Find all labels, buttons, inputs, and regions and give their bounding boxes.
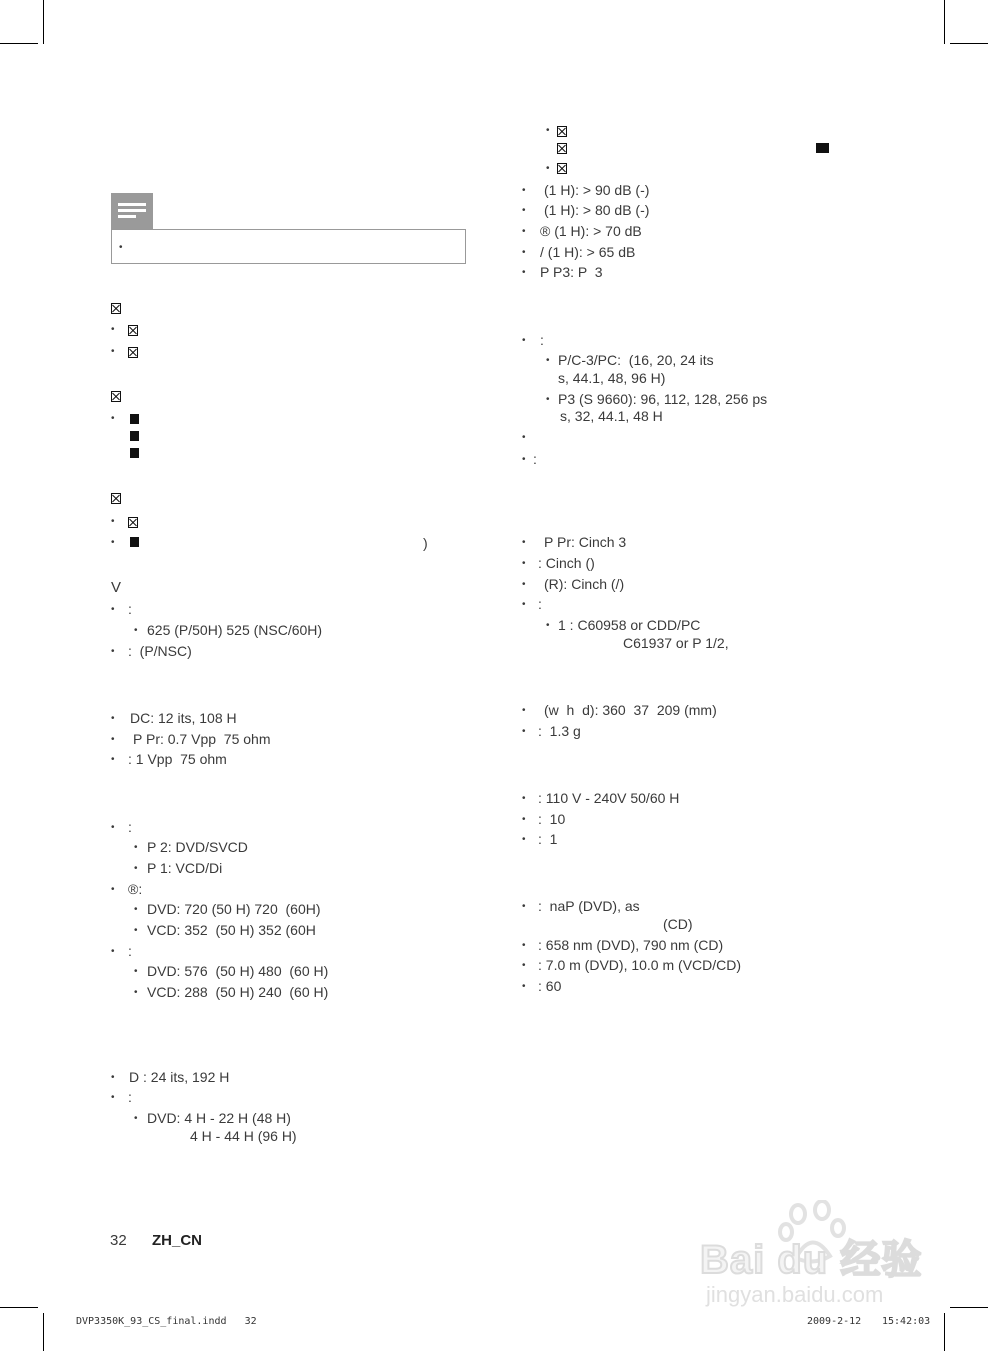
spec-line: P Pr: 0.7 Vpp 75 ohm: [133, 731, 271, 747]
missing-glyph: [128, 517, 138, 528]
spec-line: (1 H): > 90 dB (-): [544, 182, 650, 198]
missing-glyph: [557, 163, 567, 174]
crop-mark: [43, 0, 44, 44]
crop-mark: [950, 1307, 988, 1308]
spec-line: : 110 V - 240V 50/60 H: [538, 790, 680, 806]
spec-line: :: [128, 819, 132, 835]
spec-line: P P3: P 3: [540, 264, 603, 280]
spec-line: : (P/NSC): [128, 643, 192, 659]
spec-line: : Cinch (): [538, 555, 595, 571]
spec-line: 625 (P/50H) 525 (NSC/60H): [147, 622, 323, 638]
spec-line: P 1: VCD/Di: [147, 860, 223, 876]
spec-line: (w h d): 360 37 209 (mm): [544, 702, 717, 718]
spec-line: :: [533, 451, 537, 467]
missing-glyph-heading: [111, 493, 121, 504]
spec-line: :: [128, 1089, 132, 1105]
spec-line: : 1 Vpp 75 ohm: [128, 751, 227, 767]
note-icon: [111, 193, 153, 229]
spec-line: s, 44.1, 48, 96 H): [558, 370, 666, 386]
spec-line: s, 32, 44.1, 48 H: [560, 408, 663, 424]
spec-line: :: [538, 596, 542, 612]
spec-line: : 658 nm (DVD), 790 nm (CD): [538, 937, 724, 953]
spec-line: D : 24 its, 192 H: [129, 1069, 230, 1085]
crop-mark: [950, 43, 988, 44]
watermark-brand: Bai du 经验: [700, 1238, 923, 1282]
spec-line: 4 H - 44 H (96 H): [190, 1128, 297, 1144]
section-heading-v: V: [111, 579, 122, 596]
missing-glyph: [130, 414, 139, 424]
spec-line: VCD: 352 (50 H) 352 (60H: [147, 922, 316, 938]
spec-line: P/C-3/PC: (16, 20, 24 its: [558, 352, 714, 368]
missing-glyph: [130, 431, 139, 441]
spec-line: C61937 or P 1/2,: [623, 635, 729, 651]
slug-time: 15:42:03: [882, 1316, 931, 1327]
spec-line: DC: 12 its, 108 H: [130, 710, 237, 726]
spec-line: (CD): [663, 916, 693, 932]
spec-line: 1 : C60958 or CDD/PC: [558, 617, 701, 633]
watermark-url: jingyan.baidu.com: [706, 1282, 884, 1307]
spec-line: :: [540, 332, 544, 348]
slug-file: DVP3350K_93_CS_final.indd 32: [76, 1316, 257, 1327]
spec-line: P Pr: Cinch 3: [544, 534, 627, 550]
note-box: [111, 229, 466, 264]
missing-glyph: [128, 347, 138, 358]
missing-glyph: [557, 143, 567, 154]
spec-line: : 1.3 g: [538, 723, 581, 739]
slug-date: 2009-2-12: [807, 1316, 862, 1327]
spec-line: :: [128, 601, 132, 617]
spec-line: VCD: 288 (50 H) 240 (60 H): [147, 984, 329, 1000]
spec-line: P 2: DVD/SVCD: [147, 839, 248, 855]
language-code: ZH_CN: [152, 1232, 203, 1249]
note-bullet: •: [119, 242, 123, 253]
spec-line: / (1 H): > 65 dB: [540, 244, 636, 260]
missing-glyph: [557, 126, 567, 137]
missing-glyph: [130, 448, 139, 458]
missing-glyph: [130, 537, 139, 547]
spec-line: : 7.0 m (DVD), 10.0 m (VCD/CD): [538, 957, 742, 973]
spec-line: DVD: 720 (50 H) 720 (60H): [147, 901, 321, 917]
missing-glyph-heading: [111, 391, 121, 402]
spec-line: ®:: [128, 881, 143, 897]
missing-glyph-heading: [111, 303, 121, 314]
page-number: 32: [110, 1232, 127, 1249]
spec-line: : 1: [538, 831, 558, 847]
missing-glyph: [128, 325, 138, 336]
missing-glyph: [816, 143, 829, 153]
crop-mark: [43, 1313, 44, 1351]
spec-line: :: [128, 943, 132, 959]
crop-mark: [944, 0, 945, 44]
spec-line: : 10: [538, 811, 566, 827]
spec-line: : 60: [538, 978, 562, 994]
crop-mark: [0, 43, 38, 44]
spec-line: P3 (S 9660): 96, 112, 128, 256 ps: [558, 391, 768, 407]
spec-line: (1 H): > 80 dB (-): [544, 202, 650, 218]
paren-text: ): [423, 535, 428, 551]
spec-line: DVD: 576 (50 H) 480 (60 H): [147, 963, 329, 979]
crop-mark: [944, 1313, 945, 1351]
spec-line: DVD: 4 H - 22 H (48 H): [147, 1110, 291, 1126]
crop-mark: [0, 1307, 38, 1308]
spec-line: (R): Cinch (/): [544, 576, 625, 592]
spec-line: ® (1 H): > 70 dB: [540, 223, 642, 239]
spec-line: : naP (DVD), as: [538, 898, 640, 914]
